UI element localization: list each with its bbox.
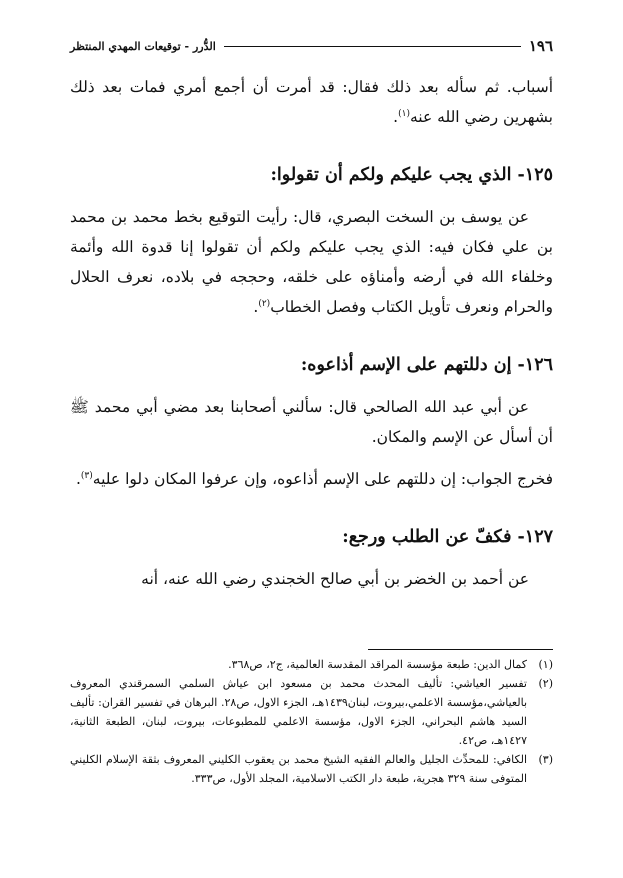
footnote-text: تفسير العياشي: تأليف المحدث محمد بن مسعود ابن عياش السلمي السمرقندي المعروف بالعياشي،مؤسسة الاعلمي،بيروت، لبنان١٤٣٩هـ، الجزء الاول، ص٢٨. البرهان في تفسير القران: تأليف السيد هاشم البحراني، الجزء الاول، مؤسسة الاعلمي للمطبوعات، بيروت، لبنان، الطبعة الثانية، ١٤٢٧هـ، ص٤٢. xyxy=(70,677,528,747)
paragraph-126-answer xyxy=(70,464,553,494)
section-heading-126: ١٢٦- إن دللتهم على الإسم أذاعوه: xyxy=(300,355,553,375)
paragraph-125 xyxy=(70,202,553,322)
paragraph-end: . xyxy=(253,298,259,316)
footnote-3 xyxy=(70,750,553,788)
section-heading-127: ١٢٧- فكفّ عن الطلب ورجع: xyxy=(342,527,553,547)
paragraph-end: . xyxy=(393,108,399,126)
footnote-number: (١) xyxy=(538,658,553,671)
header-rule xyxy=(224,46,521,47)
section-heading-125: ١٢٥- الذي يجب عليكم ولكم أن تقولوا: xyxy=(270,165,553,185)
footnote-1 xyxy=(70,655,553,674)
footnote-number: (٢) xyxy=(538,677,553,690)
footnote-ref: (١) xyxy=(398,108,410,119)
paragraph-126-question: عن أبي عبد الله الصالحي قال: سألني أصحابنا بعد مضي أبي محمد ﷺ أن أسأل عن الإسم والمكان. xyxy=(70,398,553,446)
footnote-text: الكافي: للمحدِّث الجليل والعالم الفقيه الشيخ محمد بن يعقوب الكليني المعروف بثقة الإسلام الكليني المتوفى سنة ٣٢٩ هجرية، طبعة دار الكتب الاسلامية، المجلد الأول، ص٣٣٣. xyxy=(70,753,527,785)
footnote-ref: (٣) xyxy=(80,470,93,481)
paragraph-text: أسباب. ثم سأله بعد ذلك فقال: قد أمرت أن أجمع أمري فمات بعد ذلك بشهرين رضي الله عنه xyxy=(70,78,553,126)
footnotes xyxy=(70,655,553,788)
paragraph-continuation xyxy=(70,72,553,132)
paragraph-text: عن يوسف بن السخت البصري، قال: رأيت التوقيع بخط محمد بن محمد بن علي فكان فيه: الذي يجب عليكم ولكم أن تقولوا إنا قدوة الله وأئمة وخلفاء الله في أرضه وأمناؤه على خلقه، وحججه في بلاده، نعرف الحلال والحرام ونعرف تأويل الكتاب وفصل الخطاب xyxy=(70,208,553,316)
page-header xyxy=(70,36,553,56)
footnote-separator xyxy=(368,649,553,650)
footnote-2 xyxy=(70,674,553,750)
footnote-ref: (٢) xyxy=(258,298,271,309)
paragraph-127: عن أحمد بن الخضر بن أبي صالح الخجندي رضي الله عنه، أنه xyxy=(141,570,529,588)
running-title: الدُّرر - توقيعات المهدي المنتظر xyxy=(70,39,216,53)
paragraph-text: فخرج الجواب: إن دللتهم على الإسم أذاعوه، وإن عرفوا المكان دلوا عليه xyxy=(92,470,553,488)
paragraph-end: . xyxy=(75,470,81,488)
footnote-text: كمال الدين: طبعة مؤسسة المراقد المقدسة العالمية، ج٢، ص٣٦٨. xyxy=(228,658,527,671)
page-number: ١٩٦ xyxy=(528,37,553,55)
page-body xyxy=(70,72,553,594)
footnote-number: (٣) xyxy=(538,753,553,766)
